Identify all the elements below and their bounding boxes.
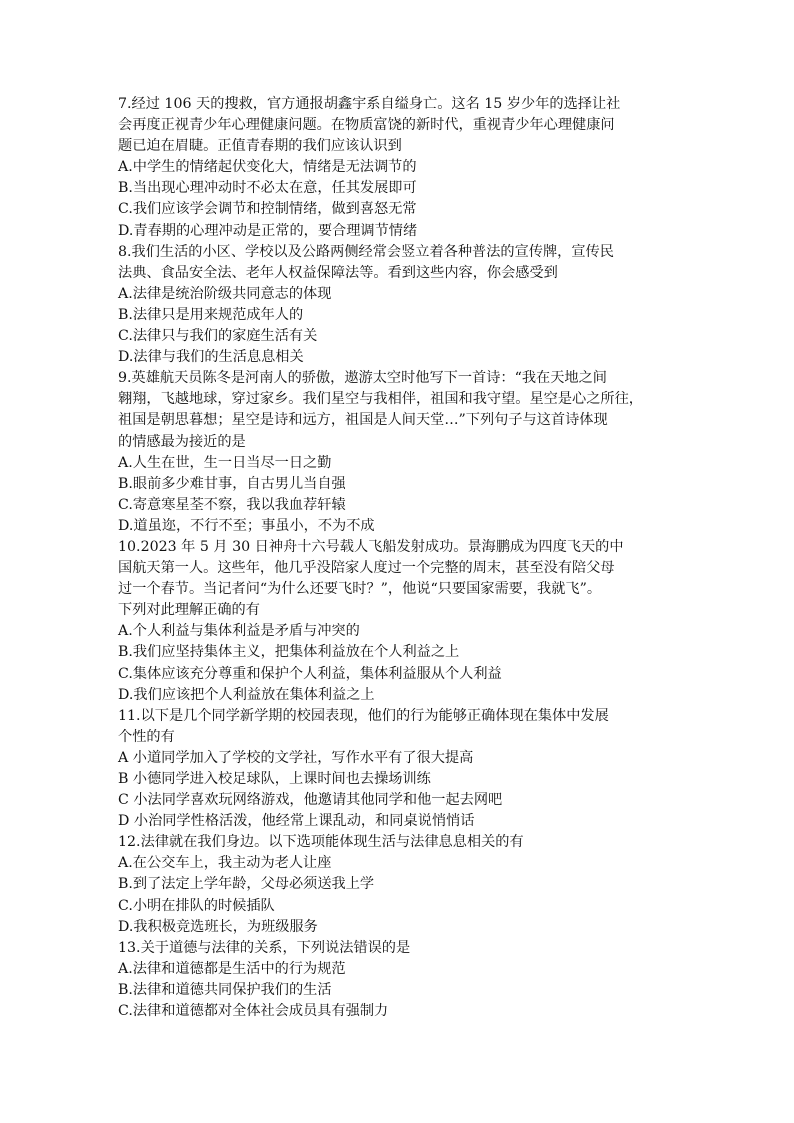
answer-option: A.人生在世，生一日当尽一日之勤 [118,454,332,471]
question-stem-line: 国航天第一人。这些年，他几乎没陪家人度过一个完整的周末，甚至没有陪父母 [118,560,615,577]
question-block [118,832,683,937]
answer-option: D.青春期的心理冲动是正常的，要合理调节情绪 [118,222,418,239]
answer-option: A.法律是统治阶级共同意志的体现 [118,285,332,302]
answer-option: C.法律只与我们的家庭生活有关 [118,328,318,345]
question-block [118,537,683,706]
answer-option: B.到了法定上学年龄，父母必须送我上学 [118,876,375,893]
answer-option: C.法律和道德都对全体社会成员具有强制力 [118,1003,389,1020]
question-stem-line: 个性的有 [118,728,175,745]
answer-option: D.我们应该把个人利益放在集体利益之上 [118,686,375,703]
question-stem-line: 的情感最为接近的是 [118,433,246,450]
question-stem [118,832,683,853]
question-block [118,706,683,833]
question-block [118,938,683,1022]
question-stem-line: 7.经过 106 天的搜救，官方通报胡鑫宇系自缢身亡。这名 15 岁少年的选择让社 [118,96,621,112]
answer-option: D.法律与我们的生活息息相关 [118,349,304,366]
answer-option: A.法律和道德都是生活中的行为规范 [118,960,346,977]
answer-option: D.道虽迩，不行不至；事虽小，不为不成 [118,517,375,534]
answer-option: A.中学生的情绪起伏变化大，情绪是无法调节的 [118,159,417,176]
answer-option: C.我们应该学会调节和控制情绪，做到喜怒无常 [118,201,417,218]
answer-option: B.当出现心理冲动时不必太在意，任其发展即可 [118,180,417,197]
question-stem-line: 下列对此理解正确的有 [118,602,260,619]
answer-option: B.我们应坚持集体主义，把集体利益放在个人利益之上 [118,644,460,661]
answer-option: A.个人利益与集体利益是矛盾与冲突的 [118,623,360,640]
answer-option: B.眼前多少难甘事，自古男儿当自强 [118,475,346,492]
question-stem-line: 祖国是朝思暮想；星空是诗和远方，祖国是人间天堂…”下列句子与这首诗体现 [118,412,608,429]
answer-option: A.在公交车上，我主动为老人让座 [118,855,332,872]
answer-option: C.寄意寒星荃不察，我以我血荐轩辕 [118,496,346,513]
question-stem [118,706,683,748]
answer-option: B.法律和道德共同保护我们的生活 [118,981,332,998]
exam-page [118,94,683,1022]
question-stem-line: 翱翔，飞越地球，穿过家乡。我们星空与我相伴，祖国和我守望。星空是心之所往， [118,391,643,408]
question-block [118,242,683,369]
question-stem-line: 过一个春节。当记者问“为什么还要飞时？”，他说“只要国家需要，我就飞”。 [118,581,602,598]
question-stem-line: 11.以下是几个同学新学期的校园表现，他们的行为能够正确体现在集体中发展 [118,707,609,724]
answer-option: C.集体应该充分尊重和保护个人利益，集体利益服从个人利益 [118,665,502,682]
question-stem-line: 题已迫在眉睫。正值青春期的我们应该认识到 [118,138,402,155]
question-stem-line: 13.关于道德与法律的关系，下列说法错误的是 [118,939,411,956]
question-stem [118,537,683,621]
question-stem-line: 12.法律就在我们身边。以下选项能体现生活与法律息息相关的有 [118,834,524,851]
question-stem [118,242,683,284]
answer-option: B.法律只是用来规范成年人的 [118,306,304,323]
question-stem-line: 法典、食品安全法、老年人权益保障法等。看到这些内容，你会感受到 [118,264,558,281]
question-stem [118,368,683,452]
question-block [118,94,683,242]
question-stem-line: 8.我们生活的小区、学校以及公路两侧经常会竖立着各种普法的宣传牌，宣传民 [118,243,614,260]
question-stem-line: 10.2023 年 5 月 30 日神舟十六号载人飞船发射成功。景海鹏成为四度飞天的中 [118,538,624,555]
question-stem-line: 会再度正视青少年心理健康问题。在物质富饶的新时代，重视青少年心理健康问 [118,117,615,134]
question-stem [118,94,683,157]
question-stem [118,938,683,959]
question-stem-line: 9.英雄航天员陈冬是河南人的骄傲，遨游太空时他写下一首诗：“我在天地之间 [118,370,607,387]
answer-option: A 小道同学加入了学校的文学社，写作水平有了很大提高 [118,749,474,766]
answer-option: D.我积极竞选班长，为班级服务 [118,918,318,935]
question-block [118,368,683,537]
answer-option: D 小治同学性格活泼，他经常上课乱动，和同桌说悄悄话 [118,813,475,830]
answer-option: C 小法同学喜欢玩网络游戏，他邀请其他同学和他一起去网吧 [118,792,503,809]
answer-option: C.小明在排队的时候插队 [118,897,275,914]
answer-option: B 小德同学进入校足球队，上课时间也去操场训练 [118,771,431,787]
